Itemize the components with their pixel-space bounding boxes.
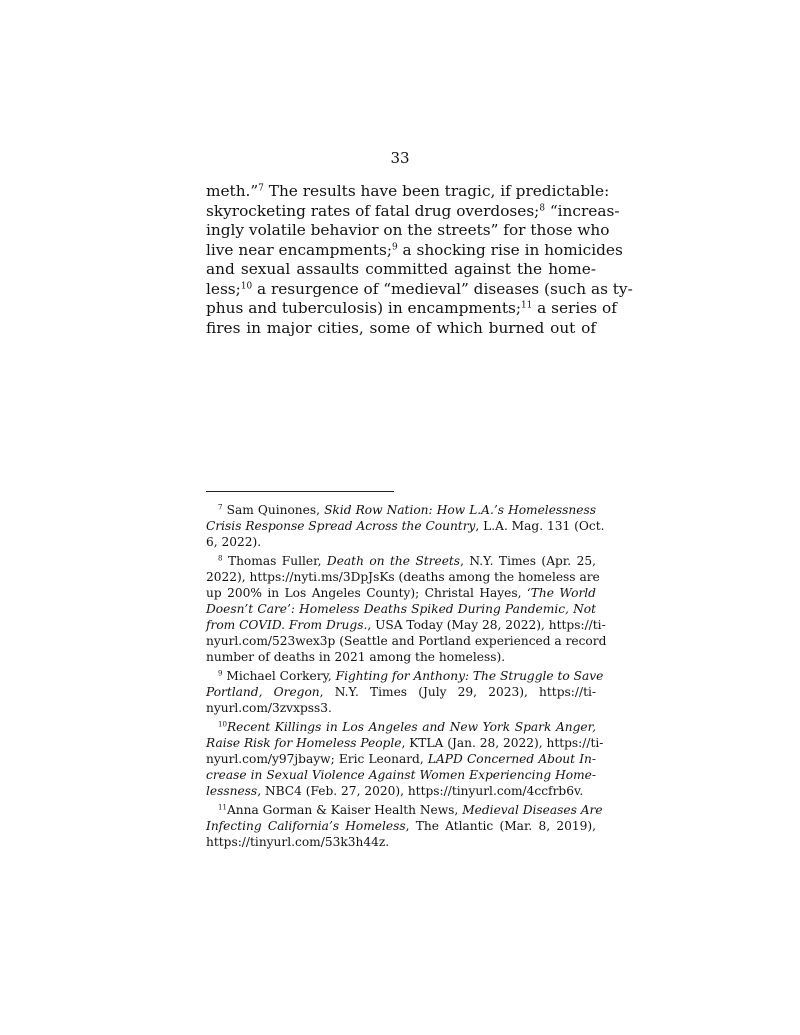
footnote-number: 11 — [218, 802, 227, 812]
body-line: and sexual assaults committed against the home- — [206, 260, 596, 278]
footnote-number: 10 — [218, 719, 227, 729]
page-number: 33 — [390, 149, 410, 167]
body-line: phus and tuberculosis) in encampments;$^{11}$ a series of — [206, 299, 617, 317]
body-line: fires in major cities, some of which burned out of — [206, 318, 596, 337]
footnote-ref: 10 — [240, 281, 253, 291]
footnote-number: 7 — [218, 502, 223, 512]
body-line: skyrocketing rates of fatal drug overdoses;$^8$ “increas- — [206, 201, 620, 220]
footnote-divider — [206, 491, 394, 492]
footnote-number: 9 — [218, 668, 223, 678]
body-line: live near encampments;$^9$ a shocking rise in homicides — [206, 240, 623, 259]
footnote-7: $^7$ Sam Quinones, Skid Row Nation: How L.A.’s Homelessness Crisis Response Spread Across the Country, L.A. Mag. 131 (Oct. 6, 2022). — [206, 502, 605, 549]
footnote-ref: 9 — [392, 242, 398, 252]
footnote-ref: 8 — [539, 203, 545, 213]
footnote-ref: 11 — [521, 300, 533, 311]
body-line: less;$^{10}$ a resurgence of “medieval” diseases (such as ty- — [206, 279, 633, 298]
footnote-number: 8 — [218, 553, 223, 563]
body-text — [206, 182, 633, 338]
footnote-11: $^{11}$Anna Gorman & Kaiser Health News, Medieval Diseases Are Infecting California’s Homeless, The Atlantic (Mar. 8, 2019), https://tinyurl.com/53k3h44z. — [206, 802, 603, 849]
body-line: meth.”$^7$ The results have been tragic, if predictable: — [206, 182, 610, 200]
footnotes — [206, 502, 607, 854]
footnote-ref: 7 — [258, 183, 264, 194]
footnote-10: $^{10}$Recent Killings in Los Angeles and New York Spark Anger, Raise Risk for Homeless People, KTLA (Jan. 28, 2022), https://ti- nyurl.com/y97jbayw; Eric Leonard, LAPD Concerned About In- crease in Sexual Violence Against Women Experiencing Home- lessness, NBC4 (Feb. 27, 2020), https://tinyurl.com/4ccfrb6v. — [206, 719, 604, 798]
footnote-9: $^9$ Michael Corkery, Fighting for Anthony: The Struggle to Save Portland, Oregon, N.Y. Times (July 29, 2023), https://ti- nyurl.com/3zvxpss3. — [206, 668, 604, 715]
body-line: ingly volatile behavior on the streets” for those who — [206, 221, 610, 239]
footnote-8: $^8$ Thomas Fuller, Death on the Streets, N.Y. Times (Apr. 25, 2022), https://nyti.ms/3DpJsKs (deaths among the homeless are up 200% in Los Angeles County); Christal Hayes, ‘The World Doesn’t Care’: Homeless Deaths Spiked During Pandemic, Not from COVID. From Drugs., USA Today (May 28, 2022), https://ti- nyurl.com/523wex3p (Seattle and Portland experienced a record number of deaths in 2021 among the homeless). — [206, 553, 607, 664]
